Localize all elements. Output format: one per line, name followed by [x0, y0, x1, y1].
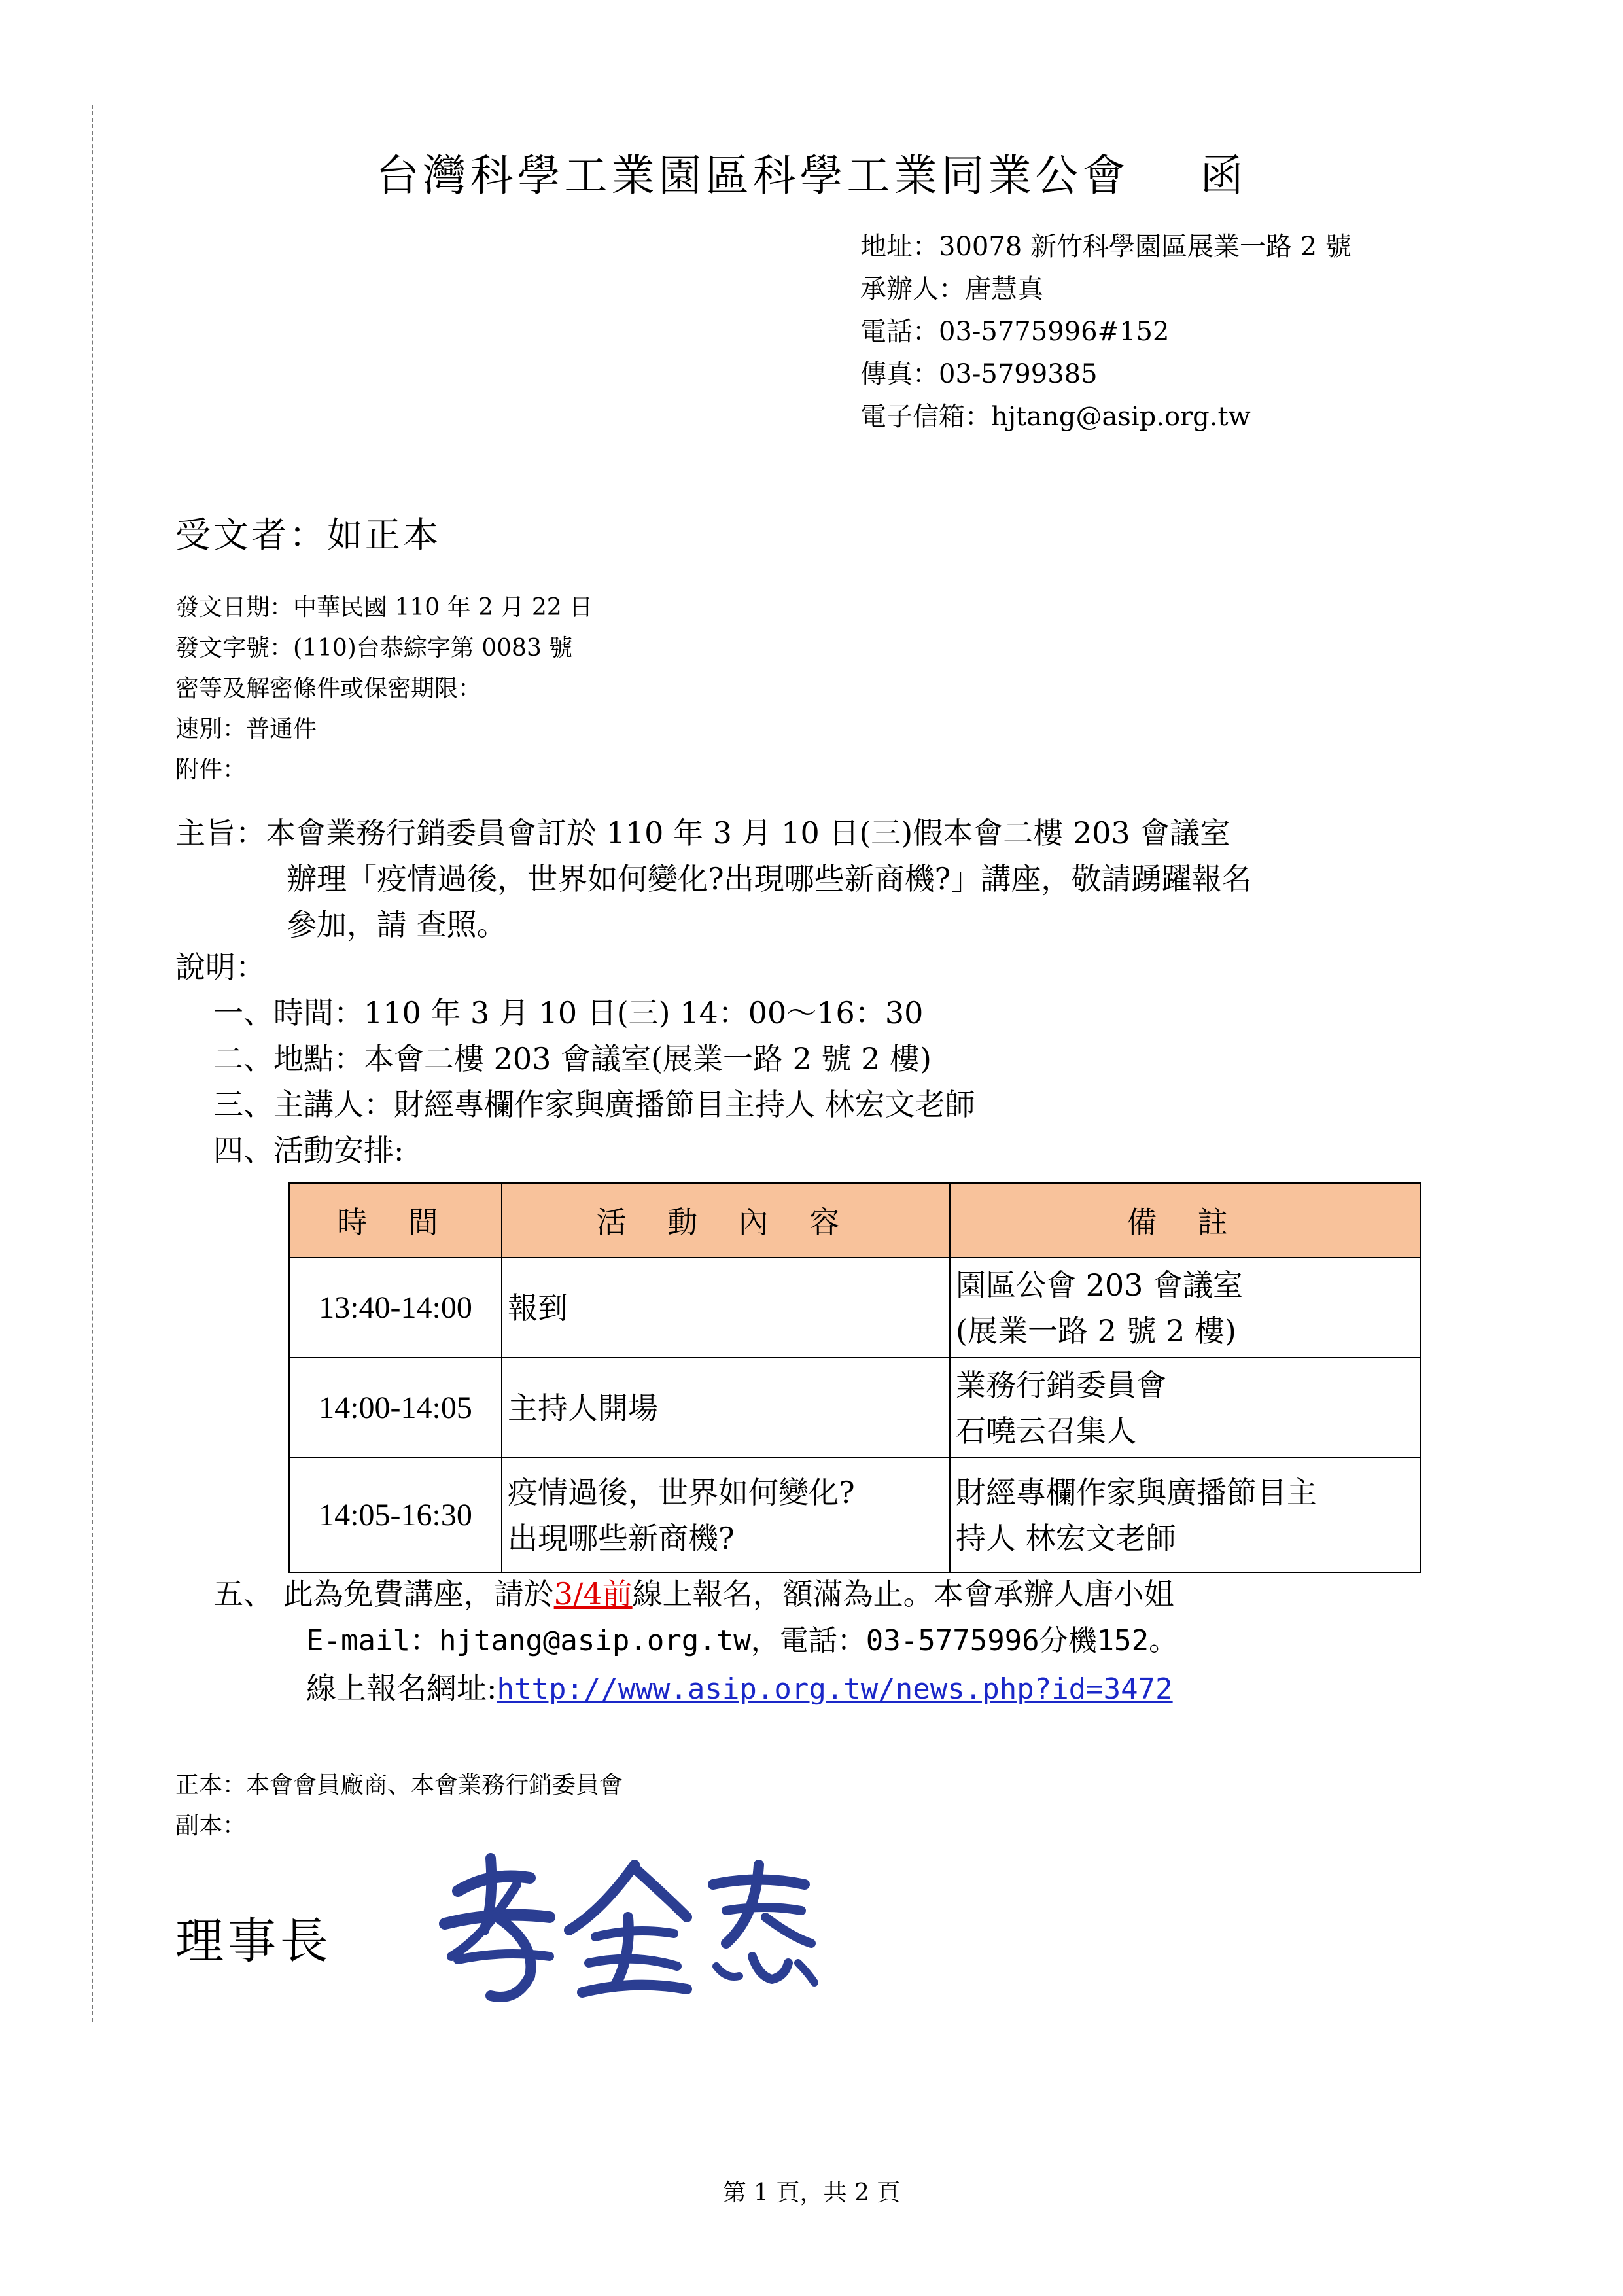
note-line: 財經專欄作家與廣播節目主: [956, 1474, 1317, 1510]
signature: [419, 1845, 824, 2015]
cell-time: 14:00-14:05: [289, 1358, 502, 1458]
registration-link[interactable]: http://www.asip.org.tw/news.php?id=3472: [497, 1672, 1173, 1706]
meta-block: [175, 588, 593, 790]
item5-pre: 此為免費講座，請於: [273, 1576, 554, 1612]
note-line: 持人 林宏文老師: [956, 1520, 1176, 1556]
email-phone-line: E-mail：hjtang@asip.org.tw，電話：03-5775996分機152。: [306, 1624, 1178, 1657]
attachments: 附件：: [175, 756, 247, 783]
item5-label: 五、: [213, 1576, 273, 1612]
item5-post: 線上報名，額滿為止。本會承辦人唐小姐: [632, 1576, 1174, 1612]
note-line: 業務行銷委員會: [956, 1367, 1166, 1403]
email: 電子信箱：hjtang@asip.org.tw: [860, 402, 1251, 432]
cell-activity: [502, 1458, 950, 1572]
note-line: 園區公會 203 會議室: [956, 1267, 1244, 1303]
phone: 電話：03-5775996#152: [860, 317, 1170, 347]
subject-line: 辦理「疫情過後，世界如何變化?出現哪些新商機?」講座，敬請踴躍報名: [287, 861, 1252, 896]
binding-line: [92, 105, 93, 2022]
cell-time: 13:40-14:00: [289, 1258, 502, 1358]
registration-deadline: 3/4前: [553, 1576, 633, 1612]
cell-note: [950, 1258, 1420, 1358]
chairman-title: 理事長: [175, 1913, 332, 1969]
document-title: 台灣科學工業園區科學工業同業公會 函: [375, 150, 1248, 201]
secrecy-level: 密等及解密條件或保密期限：: [175, 675, 482, 702]
subject-line: 主旨：本會業務行銷委員會訂於 110 年 3 月 10 日(三)假本會二樓 203 會議室: [175, 815, 1230, 851]
explanation-item-speaker: 三、主講人：財經專欄作家與廣播節目主持人 林宏文老師: [213, 1087, 975, 1122]
explanation-item-location: 二、地點：本會二樓 203 會議室(展業一路 2 號 2 樓): [213, 1041, 932, 1076]
table-header-row: [289, 1183, 1420, 1258]
duplicate-recipients: 副本：: [175, 1812, 247, 1839]
copies-block: [175, 1765, 623, 1846]
handler: 承辦人：唐慧真: [860, 274, 1043, 304]
header-note: 備 註: [950, 1183, 1420, 1258]
url-line: [175, 1665, 1178, 1713]
cell-activity: 主持人開場: [502, 1358, 950, 1458]
issue-date: 發文日期：中華民國 110 年 2 月 22 日: [175, 594, 593, 621]
cell-note: [950, 1358, 1420, 1458]
address: 地址：30078 新竹科學園區展業一路 2 號: [860, 232, 1352, 262]
header-time: 時 間: [289, 1183, 502, 1258]
explanation-item-time: 一、時間：110 年 3 月 10 日(三) 14：00～16：30: [213, 995, 924, 1031]
subject-line: 參加，請 查照。: [287, 907, 507, 942]
note-line: (展業一路 2 號 2 樓): [956, 1313, 1236, 1349]
document-number: 發文字號：(110)台恭綜字第 0083 號: [175, 635, 573, 662]
registration-line: [175, 1570, 1178, 1617]
schedule-table: [288, 1182, 1421, 1573]
cell-note: [950, 1458, 1420, 1572]
cell-time: 14:05-16:30: [289, 1458, 502, 1572]
explanation-item-schedule: 四、活動安排:: [213, 1133, 404, 1168]
explanation-heading: 說明：: [175, 949, 266, 985]
subject-block: [175, 810, 1251, 947]
activity-line: 出現哪些新商機?: [508, 1520, 735, 1556]
cell-activity: 報到: [502, 1258, 950, 1358]
header-activity: 活 動 內 容: [502, 1183, 950, 1258]
explanation-item-registration: [175, 1570, 1178, 1713]
delivery-speed: 速別：普通件: [175, 716, 317, 743]
original-recipients: 正本：本會會員廠商、本會業務行銷委員會: [175, 1772, 623, 1799]
fax: 傳真：03-5799385: [860, 359, 1098, 389]
activity-line: 疫情過後，世界如何變化?: [508, 1474, 855, 1510]
url-label: 線上報名網址:: [306, 1670, 497, 1706]
table-row: [289, 1358, 1420, 1458]
table-row: [289, 1258, 1420, 1358]
page-number: 第 1 頁，共 2 頁: [722, 2180, 901, 2206]
recipient: 受文者：如正本: [175, 514, 441, 556]
contact-block: [860, 226, 1352, 438]
explanation-block: [175, 944, 975, 1173]
note-line: 石嘵云召集人: [956, 1413, 1136, 1449]
table-row: [289, 1458, 1420, 1572]
